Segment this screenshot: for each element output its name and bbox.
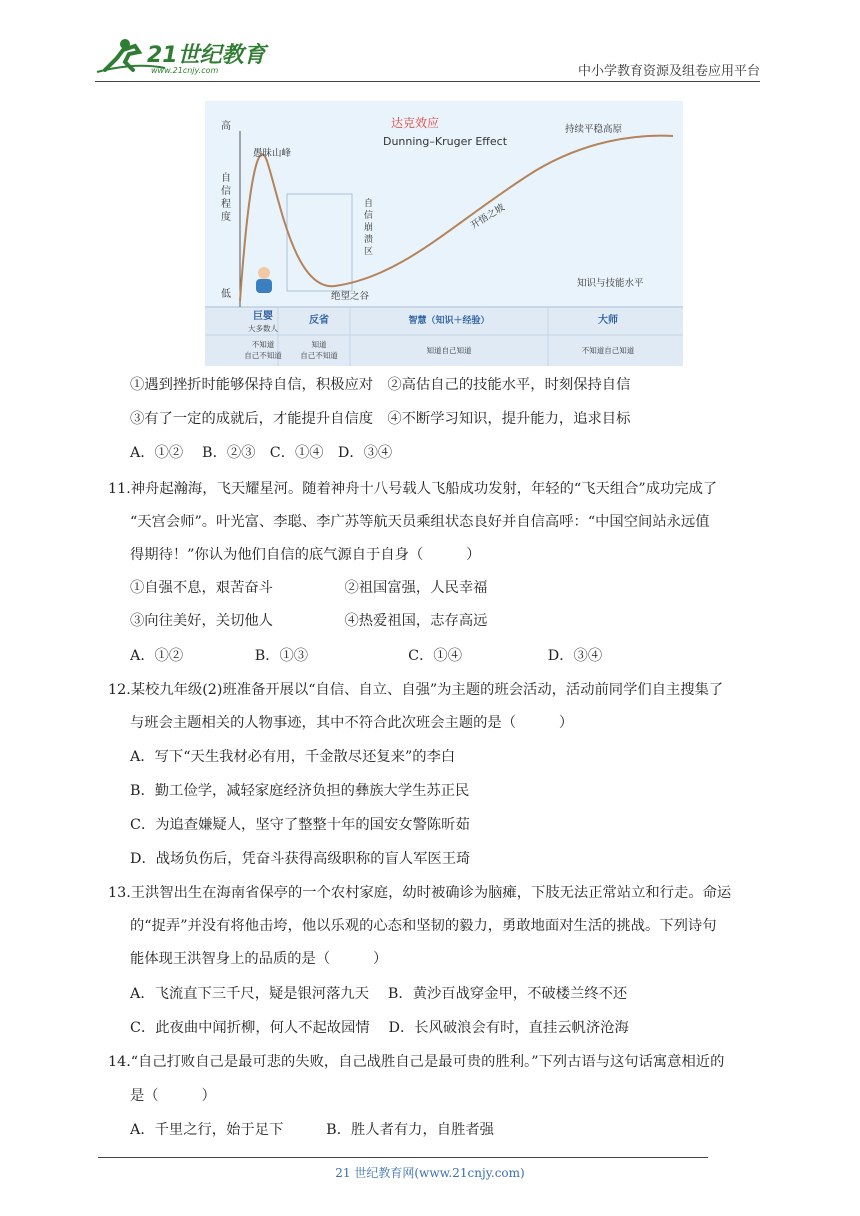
answer-choices-10: A．①② B．②③ C．①④ D．③④ [130, 445, 393, 461]
option-12b: B．勤工俭学，减轻家庭经济负担的彝族大学生苏正民 [130, 783, 470, 799]
option-12d: D．战场负伤后，凭奋斗获得高级职称的盲人军医王琦 [130, 851, 471, 867]
person-icon [256, 267, 272, 293]
y-high-label: 高 [221, 121, 231, 132]
stage-desc-1b: 自己不知道 [300, 351, 338, 360]
option-line-2: ③有了一定的成就后，才能提升自信度 ④不断学习知识，提升能力，追求目标 [130, 411, 631, 427]
option-line-11b: ③向往美好，关切他人 ④热爱祖国，志存高远 [130, 613, 488, 629]
collapse-label-4: 溃 [364, 235, 374, 245]
stage-desc-3: 不知道自己知道 [581, 346, 635, 355]
collapse-label-5: 区 [364, 247, 374, 257]
logo-url: www.21cnjy.com [151, 66, 219, 75]
plateau-label: 持续平稳高原 [565, 124, 623, 135]
stage-desc-0b: 自己不知道 [244, 351, 282, 360]
stage-name-1: 反省 [309, 315, 329, 326]
question-11-cont-2: 得期待！”你认为他们自信的底气源自于自身（ ） [130, 547, 481, 563]
question-12-cont: 与班会主题相关的人物事迹，其中不符合此次班会主题的是（ ） [130, 715, 574, 731]
option-line-1: ①遇到挫折时能够保持自信，积极应对 ②高估自己的技能水平，时刻保持自信 [130, 377, 631, 393]
platform-name: 中小学教育资源及组卷应用平台 [577, 64, 760, 79]
peak-label: 愚昧山峰 [253, 148, 292, 159]
answer-choices-11: A．①② B．①③ C．①④ D．③④ [130, 648, 603, 664]
question-12: 12.某校九年级(2)班准备开展以“自信、自立、自强”为主题的班会活动，活动前同学们自主搜集了 [108, 682, 724, 698]
valley-label: 绝望之谷 [331, 291, 370, 302]
collapse-label-1: 自 [364, 199, 374, 209]
y-axis-label-3: 程 [221, 199, 231, 210]
y-axis-label-1: 自 [221, 173, 231, 184]
question-13-cont-1: 的“捉弄”并没有将他击垮，他以乐观的心态和坚韧的毅力，勇敢地面对生活的挑战。下列诗句 [130, 918, 717, 934]
stage-name-2: 智慧（知识＋经验） [408, 316, 490, 326]
collapse-label-2: 信 [364, 211, 374, 221]
confidence-curve [240, 136, 673, 301]
footer-text: 21 世纪教育网(www.21cnjy.com) [335, 1166, 525, 1180]
y-axis-label-2: 信 [221, 186, 231, 197]
option-13cd: C．此夜曲中闻折柳，何人不起故园情 D．长风破浪会有时，直挂云帆济沧海 [130, 1020, 629, 1036]
stage-desc-2: 知道自己知道 [426, 346, 472, 355]
option-line-11a: ①自强不息，艰苦奋斗 ②祖国富强，人民幸福 [130, 580, 488, 596]
question-14: 14.“自己打败自己是最可悲的失败，自己战胜自己是最可贵的胜利。”下列古语与这句话寓意相近的 [108, 1054, 725, 1070]
option-14ab: A．千里之行，始于足下 B．胜人者有力，自胜者强 [130, 1122, 494, 1138]
question-13: 13.王洪智出生在海南省保亭的一个农村家庭，幼时被确诊为脑瘫，下肢无法正常站立和行走。命运 [108, 885, 732, 901]
slope-label: 开悟之坡 [468, 202, 507, 232]
footer-divider [98, 1157, 708, 1158]
question-14-cont: 是（ ） [130, 1088, 216, 1104]
question-13-cont-2: 能体现王洪智身上的品质的是（ ） [130, 951, 388, 967]
stage-name-3: 大师 [598, 315, 618, 326]
header-divider [95, 81, 760, 82]
figure-title-cn: 达克效应 [390, 116, 440, 130]
stage-sub-0: 大多数人 [248, 324, 278, 333]
collapse-label-3: 崩 [364, 223, 374, 233]
collapse-zone [287, 194, 352, 291]
page-header [95, 30, 760, 80]
question-11: 11.神舟起瀚海，飞天耀星河。随着神舟十八号载人飞船成功发射，年轻的“飞天组合”成功完成了 [108, 481, 718, 497]
option-12c: C．为追查嫌疑人，坚守了整整十年的国安女警陈昕茹 [130, 817, 470, 833]
option-12a: A．写下“天生我材必有用，千金散尽还复来”的李白 [130, 749, 456, 765]
option-13ab: A．飞流直下三千尺，疑是银河落九天 B．黄沙百战穿金甲，不破楼兰终不还 [130, 986, 628, 1002]
logo [95, 36, 275, 76]
stage-desc-0a: 不知道 [251, 340, 275, 349]
stage-desc-1a: 知道 [311, 340, 327, 349]
logo-text: 21世纪教育 [147, 43, 266, 68]
question-11-cont-1: “天宫会师”。叶光富、李聪、李广苏等航天员乘组状态良好并自信高呼：“中国空间站永远值 [130, 514, 710, 530]
y-low-label: 低 [221, 289, 231, 300]
figure-title-en: Dunning–Kruger Effect [382, 135, 508, 148]
x-axis-label: 知识与技能水平 [577, 278, 644, 289]
figure-svg [205, 101, 683, 366]
y-axis-label-4: 度 [221, 212, 231, 223]
stage-name-0: 巨婴 [253, 311, 273, 322]
dunning-kruger-figure [205, 101, 683, 366]
